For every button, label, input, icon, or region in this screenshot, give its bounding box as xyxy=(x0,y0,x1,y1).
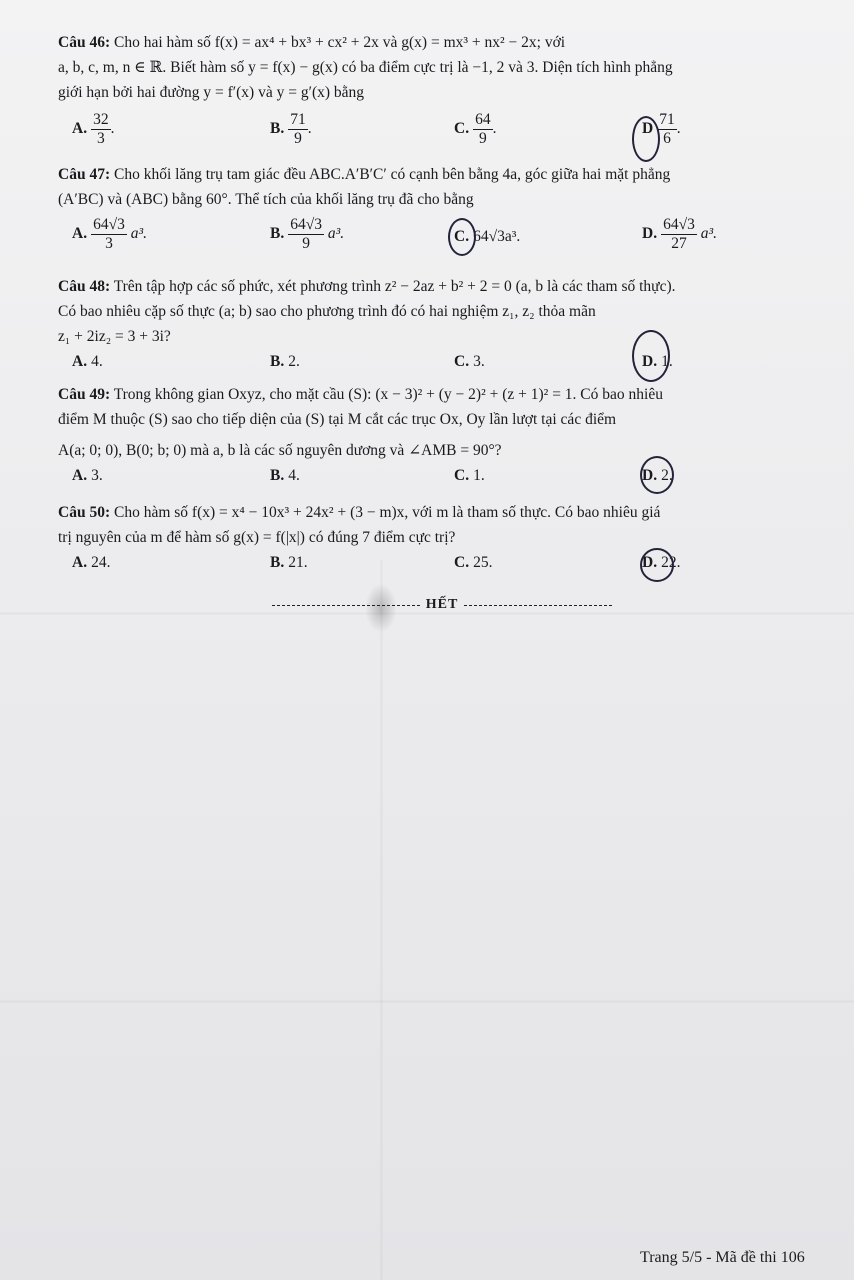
answer-options xyxy=(58,111,818,145)
question-text: điểm M thuộc (S) sao cho tiếp diện của (S) tại M cắt các trục Ox, Oy lần lượt tại các điểm xyxy=(58,411,617,428)
answer-circle-mark xyxy=(640,456,674,494)
question-text: A(a; 0; 0), B(0; b; 0) mà a, b là các số nguyên dương và ∠AMB = 90°? xyxy=(58,442,502,459)
option-a: A. 3. xyxy=(72,467,103,484)
option-b: B. 4. xyxy=(270,467,300,484)
question-46 xyxy=(58,30,818,145)
question-text: a, b, c, m, n ∈ ℝ. Biết hàm số y = f(x) − g(x) có ba điểm cực trị là −1, 2 và 3. Diện tích hình phẳng xyxy=(58,59,673,76)
question-text: Cho khối lăng trụ tam giác đều ABC.A′B′C′ có cạnh bên bằng 4a, góc giữa hai mặt phẳng xyxy=(113,166,671,183)
option-a: A. $\frac{64√3}{3}$ a³. xyxy=(72,216,147,252)
answer-circle-mark xyxy=(632,330,670,382)
question-text: Cho hàm số f(x) = x⁴ − 10x³ + 24x² + (3 − m)x, với m là tham số thực. Có bao nhiêu giá xyxy=(113,504,661,521)
option-d: D. $\frac{64√3}{27}$ a³. xyxy=(642,216,717,252)
page-footer: Trang 5/5 - Mã đề thi 106 xyxy=(640,1249,805,1266)
option-a: A. 4. xyxy=(72,353,103,370)
question-text: (A′BC) và (ABC) bằng 60°. Thể tích của khối lăng trụ đã cho bằng xyxy=(58,191,474,208)
option-d: D $\frac{71}{6}$ . xyxy=(642,111,681,147)
question-text: Cho hai hàm số f(x) = ax⁴ + bx³ + cx² + 2x và g(x) = mx³ + nx² − 2x; với xyxy=(113,34,566,51)
option-b: B. 2. xyxy=(270,353,300,370)
option-a: A. $\frac{32}{3}$ . xyxy=(72,111,115,147)
option-c: C. $\frac{64}{9}$ . xyxy=(454,111,497,147)
option-c: C. 3. xyxy=(454,353,485,370)
question-text: Trên tập hợp các số phức, xét phương trình z² − 2az + b² + 2 = 0 (a, b là các tham số thực). xyxy=(113,278,676,295)
answer-circle-mark xyxy=(640,548,674,582)
answer-circle-mark xyxy=(632,116,660,162)
question-label: Câu 46: xyxy=(58,34,111,51)
question-text: giới hạn bởi hai đường y = f′(x) và y = g′(x) bằng xyxy=(58,84,365,101)
answer-circle-mark xyxy=(448,218,476,256)
answer-options xyxy=(58,216,818,250)
option-d: D. 2. xyxy=(642,467,673,484)
end-marker: HẾT xyxy=(272,597,612,613)
answer-options xyxy=(58,349,818,383)
question-label: Câu 47: xyxy=(58,166,111,183)
question-48 xyxy=(58,274,818,383)
paper-fold xyxy=(0,1000,854,1003)
question-47 xyxy=(58,162,818,250)
question-text: z₁ + 2iz₂ = 3 + 3i? xyxy=(58,328,171,345)
question-label: Câu 50: xyxy=(58,504,111,521)
question-text: Trong không gian Oxyz, cho mặt cầu (S): (x − 3)² + (y − 2)² + (z + 1)² = 1. Có bao nhiêu xyxy=(113,386,663,403)
option-b: B. $\frac{71}{9}$ . xyxy=(270,111,312,147)
option-d: D. 1. xyxy=(642,353,673,370)
option-a: A. 24. xyxy=(72,554,111,571)
option-c: C. 64√3a³. xyxy=(454,228,521,245)
question-label: Câu 48: xyxy=(58,278,111,295)
question-text: trị nguyên của m để hàm số g(x) = f(|x|) có đúng 7 điểm cực trị? xyxy=(58,529,456,546)
option-b: B. $\frac{64√3}{9}$ a³. xyxy=(270,216,345,252)
option-c: C. 25. xyxy=(454,554,493,571)
question-text: Có bao nhiêu cặp số thực (a; b) sao cho phương trình đó có hai nghiệm z₁, z₂ thỏa mãn xyxy=(58,303,596,320)
option-c: C. 1. xyxy=(454,467,485,484)
answer-options xyxy=(58,550,818,584)
option-b: B. 21. xyxy=(270,554,308,571)
question-49 xyxy=(58,382,818,497)
answer-options xyxy=(58,463,818,497)
question-50 xyxy=(58,500,818,584)
question-label: Câu 49: xyxy=(58,386,111,403)
option-d: D. 22. xyxy=(642,554,681,571)
paper-fold xyxy=(380,560,383,1280)
